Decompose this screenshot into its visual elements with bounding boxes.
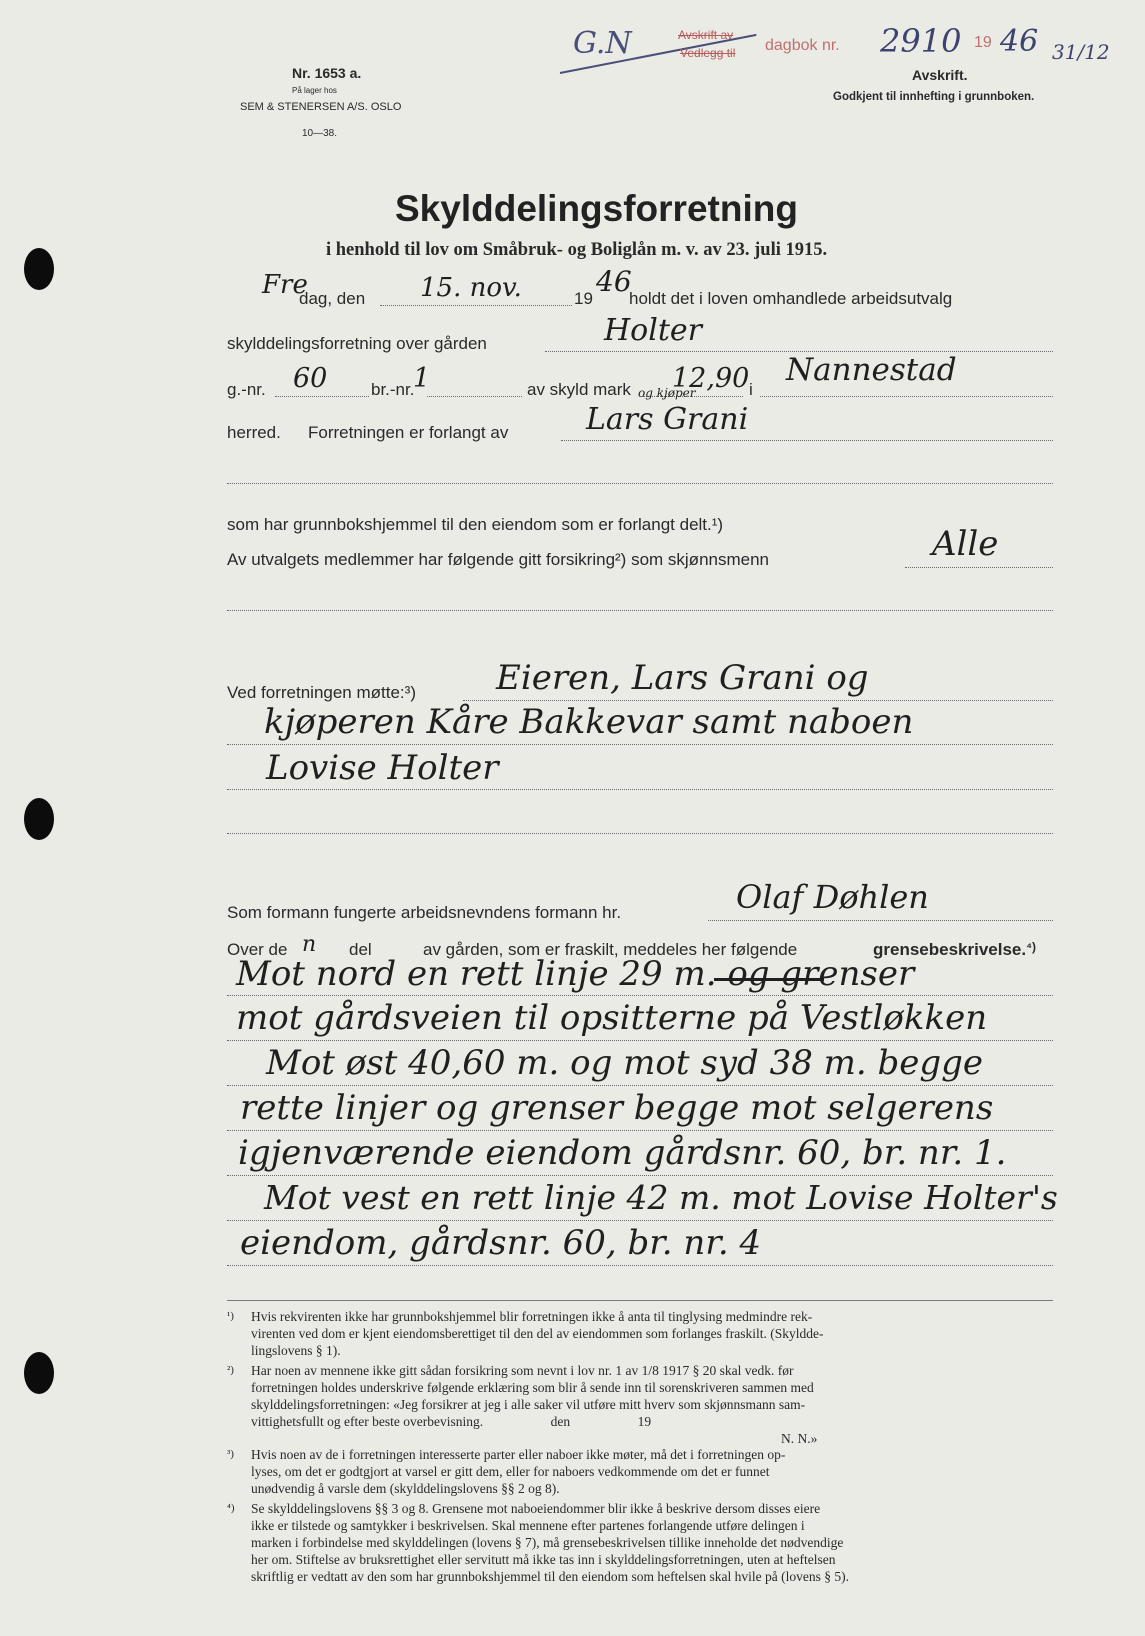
brnr-label: br.-nr. (371, 380, 415, 399)
footnote-1-number: ¹) (227, 1310, 234, 1322)
desc-line-2 (227, 1040, 1053, 1041)
garden-hand: Holter (604, 313, 702, 348)
footnote-3-line: unødvendig å varsle dem (skylddelingslovens §§ 2 og 8). (251, 1481, 560, 1496)
footnote-divider (227, 1300, 1053, 1301)
footnote-2-line: Har noen av mennene ikke gitt sådan forsikring som nevnt i lov nr. 1 av 1/8 1917 § 20 skal vedk. før (251, 1363, 794, 1378)
date-line (380, 305, 572, 306)
footnote-3-line: lyses, om det er godtgjort at varsel er gitt dem, eller for naboers vedkommende om det er funnet (251, 1464, 770, 1479)
desc-line-7 (227, 1265, 1053, 1266)
motte-label: Ved forretningen møtte:³) (227, 683, 416, 702)
desc-line-4 (227, 1130, 1053, 1131)
forsikring-line (905, 567, 1053, 568)
desc-hand-line-7: eiendom, gårdsnr. 60, br. nr. 4 (240, 1223, 762, 1263)
desc-hand-line-2: mot gårdsveien til opsitterne på Vestløkken (236, 998, 988, 1038)
motte-line-1 (463, 700, 1053, 701)
desc-line-5 (227, 1175, 1053, 1176)
desc-hand-line-6: Mot vest en rett linje 42 m. mot Lovise Holter's (264, 1178, 1058, 1217)
grunnbok-text: som har grunnbokshjemmel til den eiendom som er forlangt delt.¹) (227, 515, 724, 534)
motte-hand-3: Lovise Holter (266, 748, 499, 788)
grense-mid-2: av gården, som er fraskilt, meddeles her følgende (423, 940, 798, 959)
desc-hand-line-4: rette linjer og grenser begge mot selgerens (240, 1088, 994, 1128)
i-label: i (749, 380, 753, 399)
footnote-4-line: her om. Stiftelse av bruksrettighet eller servitutt må ikke tas inn i skylddelingsforretningen, uten at heftelsen (251, 1552, 836, 1567)
desc-strike-29m (714, 978, 824, 981)
herred-label: herred. (227, 423, 281, 442)
stamp-struck-label-1: Avskrift av (678, 28, 734, 42)
dag-den-label: dag, den (299, 289, 366, 308)
blank-line-3 (227, 833, 1053, 834)
form-publisher-line1: På lager hos (292, 86, 337, 95)
form-edition: 10—38. (302, 128, 338, 139)
motte-line-3 (227, 789, 1053, 790)
gnr-label: g.-nr. (227, 380, 266, 399)
form-publisher-line2: SEM & STENERSEN A/S. OSLO (240, 101, 402, 113)
brnr-line (427, 396, 522, 397)
formann-text: Som formann fungerte arbeidsnevndens formann hr. (227, 903, 622, 922)
forsikring-text: Av utvalgets medlemmer har følgende gitt forsikring²) som skjønnsmenn (227, 550, 769, 569)
grense-bold-label: grensebeskrivelse. (873, 940, 1027, 959)
footnote-1-line: lingslovens § 1). (251, 1343, 341, 1358)
footnote-3-line: Hvis noen av de i forretningen interesserte parter eller naboer ikke møter, må det i forretningen op- (251, 1447, 786, 1462)
formann-line (708, 920, 1053, 921)
footnote-4-line: marken i forbindelse med skylddelingen (lovens § 7), må grensebeskrivelsen tillike inneholde det nødvendige (251, 1535, 844, 1550)
page-title: Skylddelingsforretning (395, 188, 798, 229)
motte-hand-1: Eieren, Lars Grani og (496, 658, 869, 698)
forsikring-hand: Alle (932, 524, 999, 564)
skyld-hand: 12,90 (672, 363, 750, 394)
desc-line-3 (227, 1085, 1053, 1086)
grense-footnote-ref: ⁴) (1026, 940, 1037, 954)
gnr-hand: 60 (293, 363, 328, 394)
footnote-2-number: ²) (227, 1364, 234, 1376)
footnote-1-line: virenten ved dom er kjent eiendomsberettiget til den del av eiendommen som forlanges fraskilt. (Skyldde- (251, 1326, 824, 1341)
grense-hand-n: n (302, 932, 317, 957)
forlangt-line (561, 440, 1053, 441)
footnote-2-line: vittighetsfullt og efter beste overbevisning. den 19 (251, 1414, 652, 1429)
motte-line-2 (227, 744, 1053, 745)
blank-line-1 (227, 483, 1053, 484)
year-hand: 46 (596, 265, 632, 298)
footnote-1-line: Hvis rekvirenten ikke har grunnbokshjemmel blir forretningen ikke å anta til tinglysing medmindre rek- (251, 1309, 813, 1324)
over-garden-label: skylddelingsforretning over gården (227, 334, 487, 353)
skyld-label: av skyld mark (527, 380, 631, 399)
brnr-hand: 1 (413, 363, 431, 394)
footnote-4-line: Se skylddelingslovens §§ 3 og 8. Grensene mot naboeiendommer blir ikke å beskrive dersom disses eiere (251, 1501, 821, 1516)
blank-line-2 (227, 610, 1053, 611)
desc-hand-line-1: Mot nord en rett linje 29 m. og grenser (236, 954, 915, 994)
form-number: Nr. 1653 a. (292, 65, 362, 81)
motte-hand-2: kjøperen Kåre Bakkevar samt naboen (264, 702, 914, 742)
stamp-dagbok-number: 2910 (880, 22, 962, 60)
herred-line (760, 396, 1053, 397)
weekday-hand: Fre (262, 270, 308, 300)
forlangt-insert-hand: og kjøper (638, 386, 696, 400)
holdt-text: holdt det i loven omhandlede arbeidsutvalg (629, 289, 953, 308)
forlangt-hand: Lars Grani (586, 402, 749, 437)
desc-hand-line-5: igjenværende eiendom gårdsnr. 60, br. nr. 1. (238, 1133, 1007, 1173)
stamp-avskrift: Avskrift. (912, 67, 968, 83)
stamp-year-suffix: 46 (1000, 24, 1039, 59)
footnote-4-line: ikke er tilstede og samtykker i beskrivelsen. Skal mennene efter partenes forlangende utføre delingen i (251, 1518, 805, 1533)
forlangt-label: Forretningen er forlangt av (308, 423, 509, 442)
stamp-godkjent: Godkjent til innhefting i grunnboken. (833, 91, 1035, 103)
footnote-2-line: skylddelingsforretningen: «Jeg forsikrer at jeg i alle saker vil utføre mitt hverv som skjønnsmann sam- (251, 1397, 806, 1412)
gnr-line (275, 396, 369, 397)
desc-line-1 (227, 995, 1053, 996)
stamp-dagbok-label: dagbok nr. (765, 37, 840, 54)
year-prefix-label: 19 (574, 289, 593, 308)
stamp-year-prefix: 19 (974, 34, 992, 51)
grense-mid-1: del (349, 940, 372, 959)
footnote-2-line: forretningen holdes underskrive følgende erklæring som blir å sende inn til sorenskriveren sammen med (251, 1380, 814, 1395)
desc-hand-line-3: Mot øst 40,60 m. og mot syd 38 m. begge (266, 1043, 984, 1083)
footnote-4-line: skriftlig er vedtatt av den som har grunnbokshjemmel til den eiendom som heftelsen skal hvile på (lovens § 5). (251, 1569, 849, 1584)
formann-hand: Olaf Døhlen (736, 878, 929, 916)
grense-pre: Over de (227, 940, 288, 959)
desc-line-6 (227, 1220, 1053, 1221)
footnote-4-number: ⁴) (227, 1502, 235, 1514)
stamp-initials: G.N (573, 26, 632, 61)
page-subtitle: i henhold til lov om Småbruk- og Boliglån m. v. av 23. juli 1915. (326, 240, 828, 260)
punch-hole-middle (24, 798, 54, 840)
date-hand: 15. nov. (420, 273, 522, 303)
herred-hand: Nannestad (786, 352, 957, 388)
footnote-3-number: ³) (227, 1448, 234, 1460)
punch-hole-bottom (24, 1352, 54, 1394)
footnote-2-signature: N. N.» (781, 1431, 818, 1446)
punch-hole-top (24, 248, 54, 290)
stamp-struck-label-2: Vedlegg til (680, 46, 736, 60)
stamp-date-mark: 31/12 (1052, 40, 1110, 64)
